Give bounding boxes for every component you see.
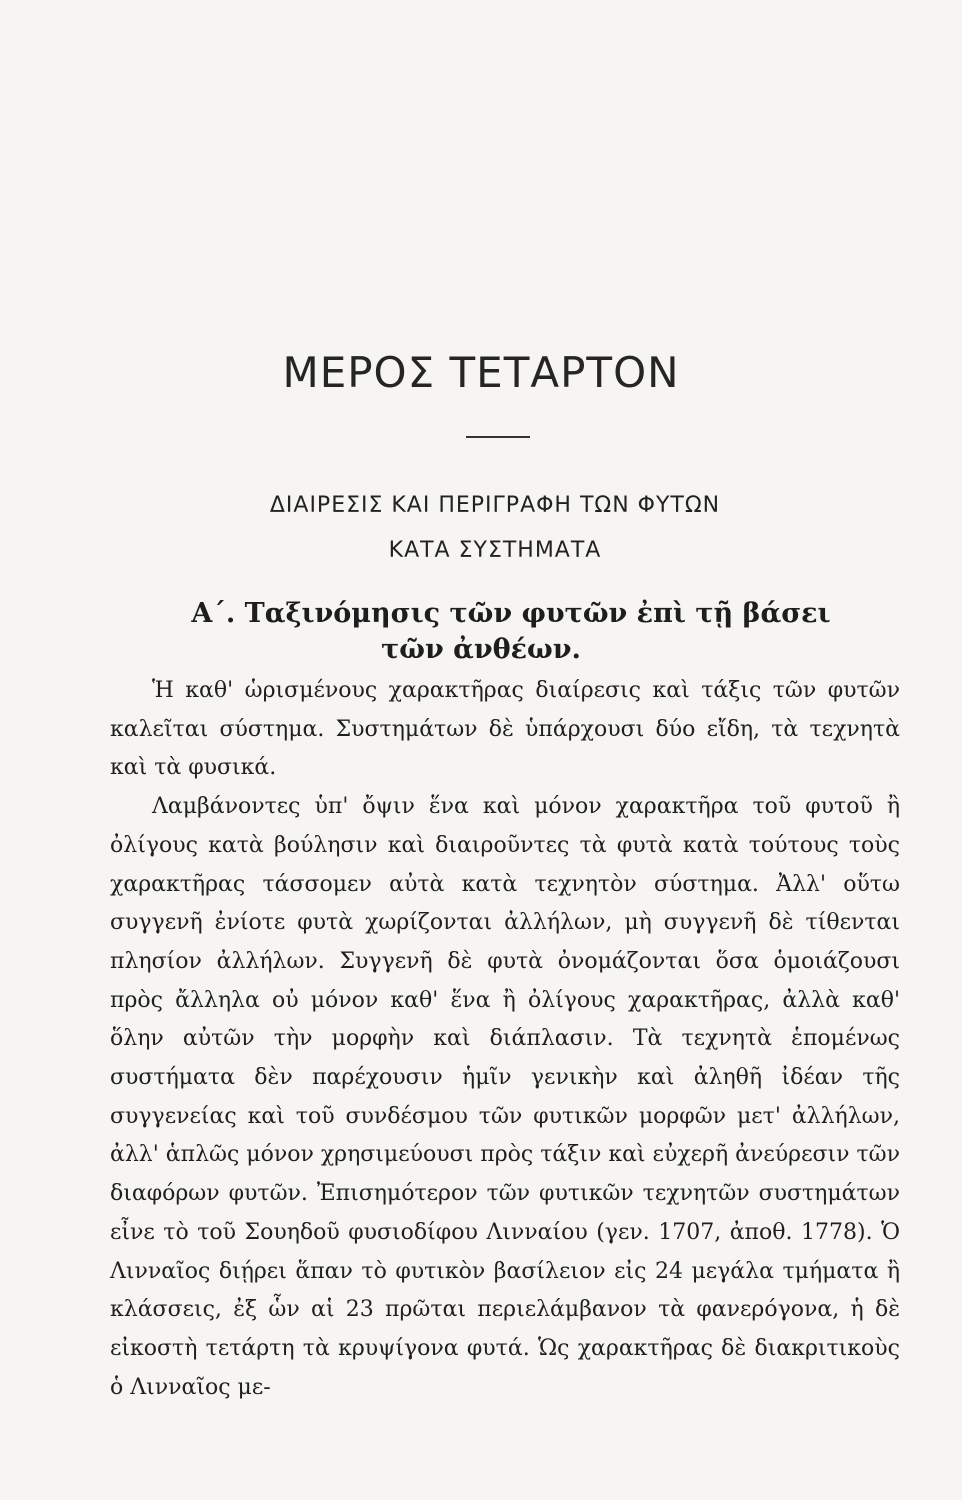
chapter-subtitle-line-1: ΔΙΑΙΡΕΣΙΣ ΚΑΙ ΠΕΡΙΓΡΑΦΗ ΤΩΝ ΦΥΤΩΝ: [269, 493, 721, 518]
title-divider: [466, 436, 530, 438]
paragraph-1: Ἡ καθ' ὡρισμένους χαρακτῆρας διαίρεσις καὶ τάξις τῶν φυτῶν καλεῖται σύστημα. Συστημάτων δὲ ὑπάρχουσι δύο εἴδη, τὰ τεχνητὰ καὶ τὰ φυσικά.: [110, 678, 900, 781]
section-heading-line-2: τῶν ἀνθέων.: [381, 634, 581, 665]
paragraph-2: Λαμβάνοντες ὑπ' ὄψιν ἕνα καὶ μόνον χαρακτῆρα τοῦ φυτοῦ ἢ ὀλίγους κατὰ βούλησιν καὶ διαιροῦντες τὰ φυτὰ κατὰ τούτους τοὺς χαρακτῆρας τάσσομεν αὐτὰ κατὰ τεχνητὸν σύστημα. Ἀλλ' οὕτω συγγενῆ ἐνίοτε φυτὰ χωρίζονται ἀλλήλων, μὴ συγγενῆ δὲ τίθενται πλησίον ἀλλήλων. Συγγενῆ δὲ φυτὰ ὀνομάζονται ὅσα ὁμοιάζουσι πρὸς ἄλληλα οὐ μόνον καθ' ἕνα ἢ ὀλίγους χαρακτῆρας, ἀλλὰ καθ' ὅλην αὐτῶν τὴν μορφὴν καὶ διάπλασιν. Τὰ τεχνητὰ ἑπομένως συστήματα δὲν παρέχουσιν ἡμῖν γενικὴν καὶ ἀληθῆ ἰδέαν τῆς συγγενείας καὶ τοῦ συνδέσμου τῶν φυτικῶν μορφῶν μετ' ἀλλήλων, ἀλλ' ἁπλῶς μόνον χρησιμεύουσι πρὸς τάξιν καὶ εὐχερῆ ἀνεύρεσιν τῶν διαφόρων φυτῶν. Ἐπισημότερον τῶν φυτικῶν τεχνητῶν συστημάτων εἶνε τὸ τοῦ Σουηδοῦ φυσιοδίφου Λινναίου (γεν. 1707, ἀποθ. 1778). Ὁ Λινναῖος διῄρει ἅπαν τὸ φυτικὸν βασίλειον εἰς 24 μεγάλα τμήματα ἢ κλάσσεις, ἐξ ὧν αἱ 23 πρῶται περιελάμβανον τὰ φανερόγονα, ἡ δὲ εἰκοστὴ τετάρτη τὰ κρυψίγονα φυτά. Ὡς χαρακτῆρας δὲ διακριτικοὺς ὁ Λινναῖος με-: [110, 794, 900, 1400]
section-heading-line-1: Α΄. Ταξινόμησις τῶν φυτῶν ἐπὶ τῇ βάσει: [191, 598, 831, 629]
chapter-subtitle-line-2: ΚΑΤΑ ΣΥΣΤΗΜΑΤΑ: [388, 538, 602, 563]
body-text: [110, 672, 900, 1407]
part-title: ΜΕΡΟΣ ΤΕΤΑΡΤΟΝ: [282, 348, 680, 397]
